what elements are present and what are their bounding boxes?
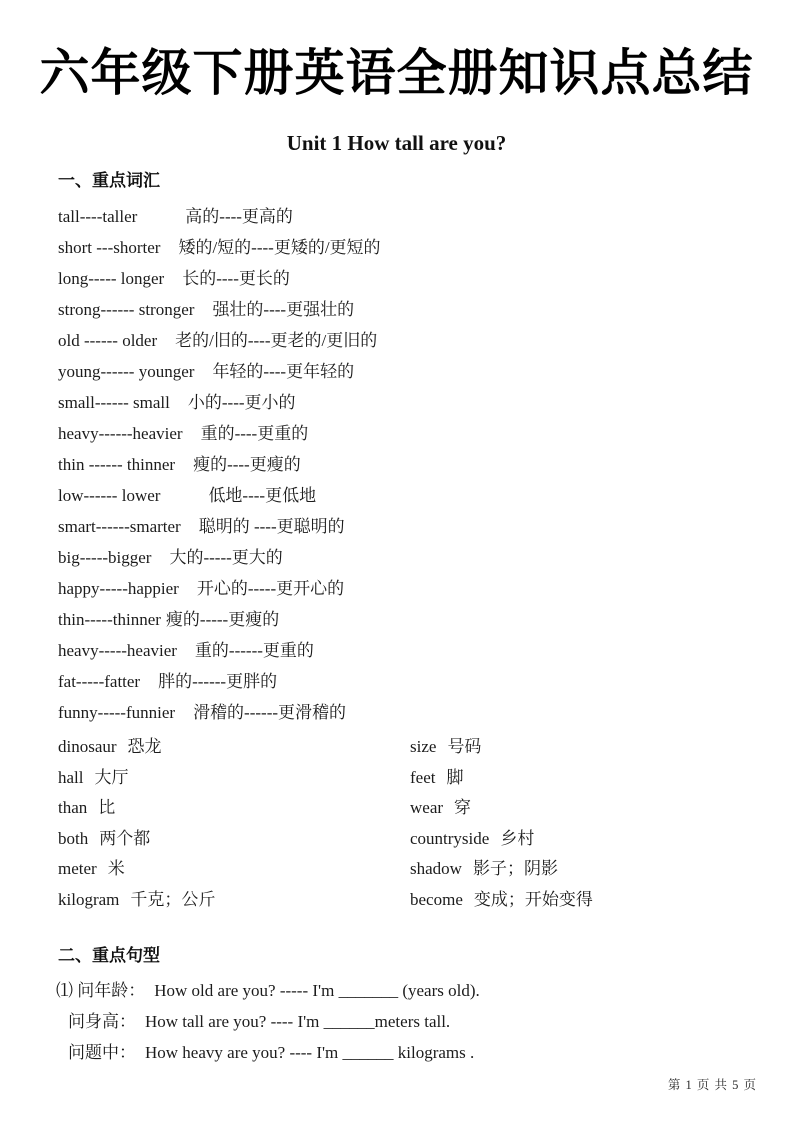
vocab-cell	[58, 824, 410, 855]
vocab-en: size	[410, 737, 437, 756]
vocab-cell	[58, 885, 410, 916]
vocab-zh: 重的----更重的	[200, 424, 309, 443]
vocab-zh: 瘦的----更瘦的	[193, 455, 301, 474]
vocab-zh: 老的/旧的----更老的/更旧的	[175, 331, 378, 350]
vocab-cell	[410, 824, 793, 855]
vocab-zh: 开心的-----更开心的	[196, 579, 345, 598]
vocab-row	[58, 604, 793, 635]
vocab-zh: 变成；开始变得	[473, 889, 593, 909]
vocab-en: strong------ stronger	[58, 300, 195, 319]
vocab-en: young------ younger	[58, 362, 195, 381]
vocab-row	[58, 480, 793, 511]
page-number-footer: 第 1 页 共 5 页	[667, 1078, 757, 1092]
sentence-label: 问身高：	[68, 1012, 136, 1031]
sentence-row	[56, 975, 793, 1006]
unit-subtitle: Unit 1 How tall are you?	[286, 131, 507, 155]
vocab-zh: 两个都	[99, 828, 151, 848]
vocab-cell	[58, 763, 410, 794]
vocab-zh: 瘦的-----更瘦的	[165, 610, 280, 629]
vocab-en: both	[58, 828, 89, 848]
vocab-cell	[410, 763, 793, 794]
vocab-en: big-----bigger	[58, 548, 152, 567]
vocab-cell	[58, 854, 410, 885]
sentence-label: ⑴ 问年龄：	[56, 981, 146, 1000]
vocab-row	[58, 325, 793, 356]
vocab-en: shadow	[410, 859, 462, 878]
sentence-row	[56, 1006, 793, 1037]
vocab-row	[58, 666, 793, 697]
vocab-en: countryside	[410, 828, 490, 848]
vocab-zh: 穿	[454, 798, 472, 817]
vocab-en: small------ small	[58, 393, 170, 412]
vocab-cell	[410, 854, 793, 885]
vocab-en: old ------ older	[58, 331, 158, 350]
vocab-zh: 影子；阴影	[472, 859, 558, 878]
vocab-en: thin ------ thinner	[58, 455, 176, 474]
sentence-text: How heavy are you? ---- I'm ______ kilograms .	[145, 1043, 475, 1062]
vocab-row	[58, 356, 793, 387]
vocab-zh: 胖的------更胖的	[158, 672, 278, 691]
vocab-en: meter	[58, 859, 97, 878]
vocab-cell	[410, 793, 793, 824]
vocab-zh: 号码	[447, 737, 482, 756]
vocab-en: smart------smarter	[58, 517, 181, 536]
vocab-row	[58, 542, 793, 573]
vocab-zh: 重的------更重的	[194, 641, 314, 660]
vocab-en: wear	[410, 798, 444, 817]
vocab-en: thin-----thinner	[58, 610, 161, 629]
vocab-en: short ---shorter	[58, 238, 161, 257]
vocab-zh: 脚	[446, 767, 464, 787]
vocab-cell	[410, 885, 793, 916]
vocab-zh: 聪明的 ----更聪明的	[198, 517, 345, 536]
page-title: 六年级下册英语全册知识点总结	[39, 45, 754, 101]
vocab-zh: 大的-----更大的	[169, 548, 283, 567]
vocab-row	[58, 635, 793, 666]
vocab-row	[58, 511, 793, 542]
vocab-en: happy-----happier	[58, 579, 179, 598]
vocab-zh: 高的----更高的	[185, 207, 293, 226]
vocab-zh: 乡村	[500, 828, 535, 848]
vocab-row	[58, 201, 793, 232]
vocab-en: dinosaur	[58, 737, 117, 756]
vocab-row	[58, 418, 793, 449]
vocab-en: heavy------heavier	[58, 424, 183, 443]
vocab-zh: 低地----更低地	[208, 486, 317, 505]
vocab-en: kilogram	[58, 889, 120, 909]
vocab-en: hall	[58, 767, 84, 787]
vocab-en: tall----taller	[58, 207, 138, 226]
vocab-en: become	[410, 889, 463, 909]
vocab-row	[58, 697, 793, 728]
vocab-zh: 强壮的----更强壮的	[212, 300, 355, 319]
vocab-cell	[58, 732, 410, 763]
section-heading-vocabulary: 一、重点词汇	[58, 171, 160, 190]
sentence-text: How tall are you? ---- I'm ______meters tall.	[145, 1012, 451, 1031]
vocab-zh: 大厅	[94, 767, 129, 787]
vocab-en: feet	[410, 767, 436, 787]
vocab-zh: 比	[98, 798, 116, 817]
vocab-zh: 恐龙	[127, 737, 162, 756]
vocab-zh: 年轻的----更年轻的	[212, 362, 355, 381]
vocab-row	[58, 294, 793, 325]
vocab-en: funny-----funnier	[58, 703, 176, 722]
section-heading-sentences: 二、重点句型	[58, 946, 160, 965]
sentence-text: How old are you? ----- I'm _______ (years old).	[154, 981, 480, 1000]
vocab-zh: 千克；公斤	[130, 889, 216, 909]
vocab-cell	[58, 793, 410, 824]
vocab-zh: 小的----更小的	[187, 393, 296, 412]
vocab-en: fat-----fatter	[58, 672, 141, 691]
vocab-zh: 矮的/短的----更矮的/更短的	[178, 238, 381, 257]
sentence-list	[56, 975, 793, 1068]
vocab-en: than	[58, 798, 88, 817]
vocab-row	[58, 573, 793, 604]
sentence-row	[56, 1037, 793, 1068]
vocab-zh: 米	[107, 859, 125, 878]
vocab-zh: 长的----更长的	[182, 269, 290, 288]
vocab-en: long----- longer	[58, 269, 165, 288]
vocab-row	[58, 232, 793, 263]
vocab-row	[58, 263, 793, 294]
vocab-list	[58, 201, 793, 728]
vocab-cell	[410, 732, 793, 763]
vocab-row	[58, 449, 793, 480]
vocab-en: low------ lower	[58, 486, 161, 505]
vocab-row	[58, 387, 793, 418]
sentence-label: 问题中：	[68, 1043, 136, 1062]
vocab-en: heavy-----heavier	[58, 641, 177, 660]
two-column-vocab	[58, 732, 793, 915]
vocab-zh: 滑稽的------更滑稽的	[193, 703, 347, 722]
